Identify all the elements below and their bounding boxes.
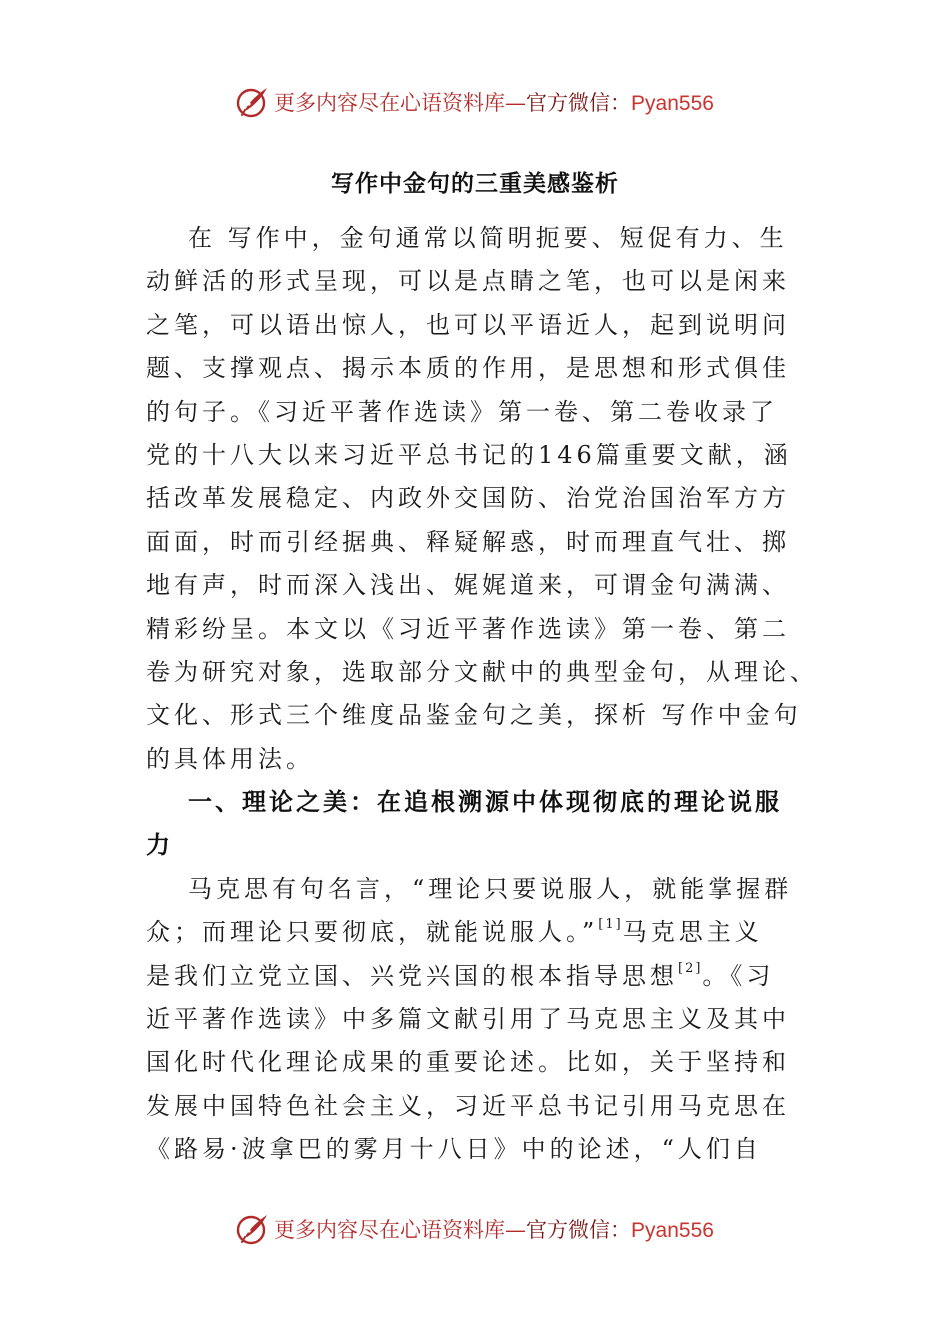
banner-dash: — [505,1218,527,1242]
document-body [146,217,826,1172]
text-line: 国化时代化理论成果的重要论述。比如，关于坚持和 [146,1048,790,1077]
banner-prefix: 更多内容尽在心语资料库 [274,1218,506,1242]
text-line: 动鲜活的形式呈现，可以是点睛之笔，也可以是闲来 [146,267,790,296]
text-line: 地有声，时而深入浅出、娓娓道来，可谓金句满满、 [146,571,790,600]
text-line: 的句子。《习近平著作选读》第一卷、第二卷收录了 [146,397,778,426]
text-line: 马克思有句名言，“理论只要说服人，就能掌握群 [188,874,793,903]
banner-prefix: 更多内容尽在心语资料库 [274,91,506,115]
text-line [146,955,826,998]
text-line: 题、支撑观点、揭示本质的作用，是思想和形式俱佳 [146,354,790,383]
text-line: 文化、形式三个维度品鉴金句之美，探析 写作中金句 [146,701,802,730]
banner-dash: — [505,91,527,115]
quill-logo-icon [236,1212,270,1246]
banner-wechat-label: 官方微信： [526,1218,632,1242]
text-line: 之笔，可以语出惊人，也可以平语近人，起到说明问 [146,310,790,339]
banner-text [274,87,714,117]
text-line: 面面，时而引经据典、释疑解惑，时而理直气壮、掷 [146,527,790,556]
text-line: 发展中国特色社会主义，习近平总书记引用马克思在 [146,1091,790,1120]
header-banner [0,82,950,122]
text-line: 在 写作中，金句通常以简明扼要、短促有力、生 [188,224,788,252]
text-line: 近平著作选读》中多篇文献引用了马克思主义及其中 [146,1005,790,1034]
text-line: 精彩纷呈。本文以《习近平著作选读》第一卷、第二 [146,614,790,643]
citation-ref: [2] [678,960,703,976]
intro-paragraph [146,217,826,781]
text-segment: 马克思主义 [622,918,763,947]
text-line: 《路易·波拿巴的雾月十八日》中的论述，“人们自 [146,1135,762,1164]
banner-text [274,1214,714,1244]
heading-line: 一、理论之美：在追根溯源中体现彻底的理论说服 [188,788,782,817]
text-line [146,911,826,954]
heading-line: 力 [146,831,173,860]
footer-banner [0,1209,950,1249]
text-line: 的具体用法。 [146,744,314,773]
section-heading [146,781,826,868]
banner-handle: Pyan556 [631,92,714,115]
text-line: 党的十八大以来习近平总书记的146篇重要文献，涵 [146,440,792,469]
text-segment: 是我们立党立国、兴党兴国的根本指导思想 [146,961,678,990]
text-segment: 众；而理论只要彻底，就能说服人。” [146,918,599,947]
banner-handle: Pyan556 [631,1219,714,1242]
text-line: 卷为研究对象，选取部分文献中的典型金句，从理论、 [146,657,818,686]
citation-ref: [1] [598,917,623,933]
document-title: 写作中金句的三重美感鉴析 [331,171,619,197]
quill-logo-icon [236,85,270,119]
text-segment: 。《习 [702,961,775,990]
banner-wechat-label: 官方微信： [526,91,632,115]
section-paragraph [146,868,826,1172]
text-line: 括改革发展稳定、内政外交国防、治党治国治军方方 [146,484,790,513]
